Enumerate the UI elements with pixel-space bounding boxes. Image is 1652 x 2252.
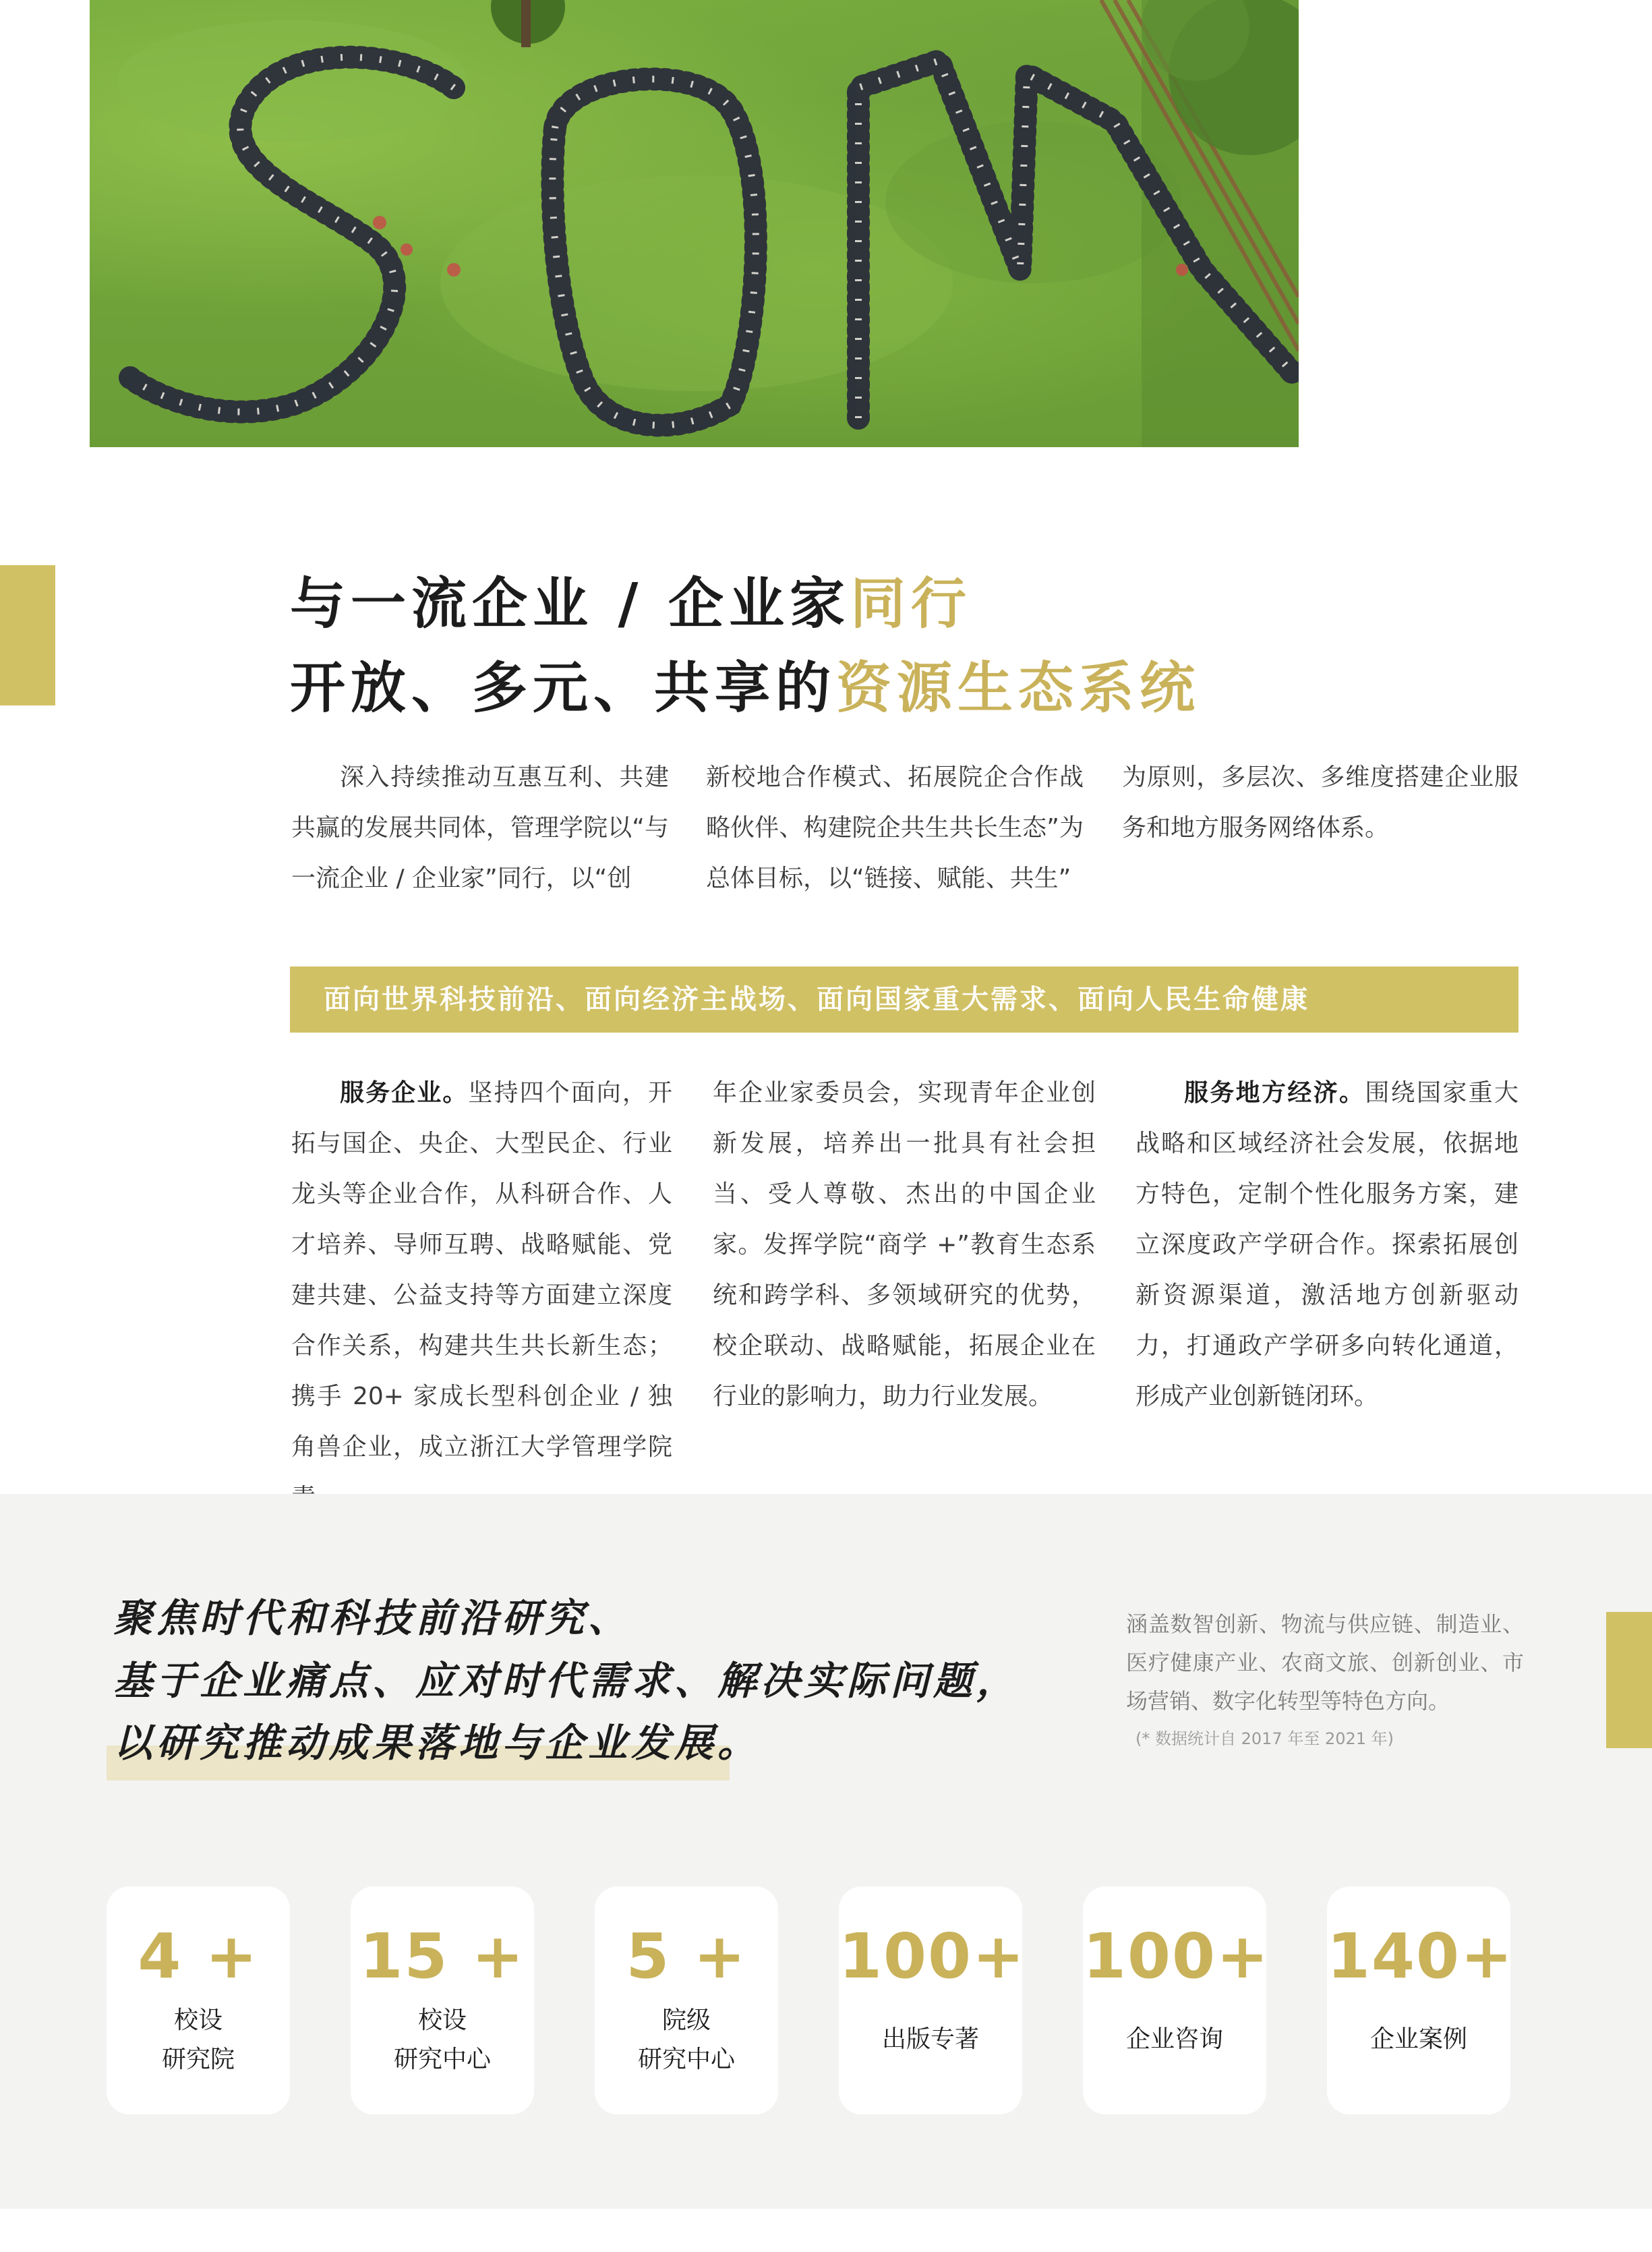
focus-title-line-1: 聚焦时代和科技前沿研究、: [113, 1595, 632, 1641]
stat-card: [351, 1886, 534, 2114]
intro-text-1: 深入持续推动互惠互利、共建共赢的发展共同体，管理学院以“与一流企业 / 企业家”同行，以“创: [291, 763, 669, 892]
accent-bar-left: [0, 565, 55, 705]
headline-line-1: [290, 560, 972, 639]
headline-line-2: [290, 644, 1200, 723]
stat-label: 企业案例: [1369, 2025, 1467, 2053]
intro-column-3: [1122, 752, 1518, 853]
intro-column-2: [706, 752, 1084, 904]
stat-card: [1327, 1886, 1514, 2114]
headline-2-plain: 开放、多元、共享的: [290, 656, 837, 720]
stat-label: 企业咨询: [1125, 2025, 1223, 2053]
focus-title-line-3: 以研究推动成果落地与企业发展。: [113, 1720, 761, 1766]
service-enterprise-heading: 服务企业。: [340, 1079, 469, 1107]
service-enterprise-column: [291, 1068, 672, 1523]
research-scope-text: 涵盖数智创新、物流与供应链、制造业、医疗健康产业、农商文旅、创新创业、市场营销、数字化转型等特色方向。: [1126, 1611, 1524, 1714]
service-enterprise-text: 坚持四个面向，开拓与国企、央企、大型民企、行业龙头等企业合作，从科研合作、人才培养、导师互聘、战略赋能、党建共建、公益支持等方面建立深度合作关系，构建共生共长新生态；携手 20+ 家成长型科创企业 / 独角兽企业，成立浙江大学管理学院: [291, 1079, 672, 1461]
stat-value: 100+: [1083, 1920, 1270, 1992]
stat-label: 院级 研究中心: [637, 2006, 735, 2073]
service-local-heading: 服务地方经济。: [1184, 1079, 1365, 1107]
service-local-column: [1135, 1068, 1518, 1422]
headline-2-accent: 资源生态系统: [836, 656, 1201, 720]
aerial-group-photo: [90, 0, 1299, 447]
stat-value: 5 +: [626, 1920, 747, 1992]
stat-value: 4 +: [138, 1920, 259, 1992]
headline-1-accent: 同行: [850, 572, 972, 636]
accent-bar-right: [1606, 1612, 1652, 1748]
stat-label: 校设 研究中心: [393, 2006, 491, 2073]
intro-text-3: 为原则，多层次、多维度搭建企业服务和地方服务网络体系。: [1122, 763, 1518, 842]
service-enterprise-continued: [713, 1068, 1096, 1422]
service-local-text: 围绕国家重大战略和区域经济社会发展，依据地方特色，定制个性化服务方案，建立深度政产学研合作。探索拓展创新资源渠道，激活地方创新驱动力，打通政产学研多向转化通道，形成产业创新链闭环。: [1135, 1079, 1518, 1410]
stat-card: [839, 1886, 1026, 2114]
stat-value: 100+: [839, 1920, 1026, 1992]
data-period-note: (* 数据统计自 2017 年至 2021 年): [1135, 1729, 1394, 1748]
stat-value: 15 +: [359, 1920, 525, 1992]
stat-card: [1083, 1886, 1270, 2114]
intro-column-1: [291, 752, 669, 904]
stat-value: 140+: [1327, 1920, 1514, 1992]
stat-card: [107, 1886, 290, 2114]
focus-title-line-2: 基于企业痛点、应对时代需求、解决实际问题，: [113, 1658, 1020, 1704]
four-orientations-banner: 面向世界科技前沿、面向经济主战场、面向国家重大需求、面向人民生命健康: [290, 966, 1518, 1033]
intro-text-2: 新校地合作模式、拓展院企合作战略伙伴、构建院企共生共长生态”为总体目标，以“链接、赋能、共生”: [706, 763, 1084, 892]
stat-label: 出版专著: [881, 2025, 979, 2053]
service-enterprise-cont-text: 年企业家委员会，实现青年企业创新发展，培养出一批具有社会担当、受人尊敬、杰出的中国企业家。发挥学院“商学 +”教育生态系统和跨学科、多领域研究的优势，校企联动、战略赋能，拓展企业在行业的影响力，助力行业发展。: [713, 1079, 1096, 1410]
stat-card: [595, 1886, 778, 2114]
headline-1-plain: 与一流企业 / 企业家: [290, 572, 851, 636]
stat-label: 校设 研究院: [161, 2006, 235, 2073]
